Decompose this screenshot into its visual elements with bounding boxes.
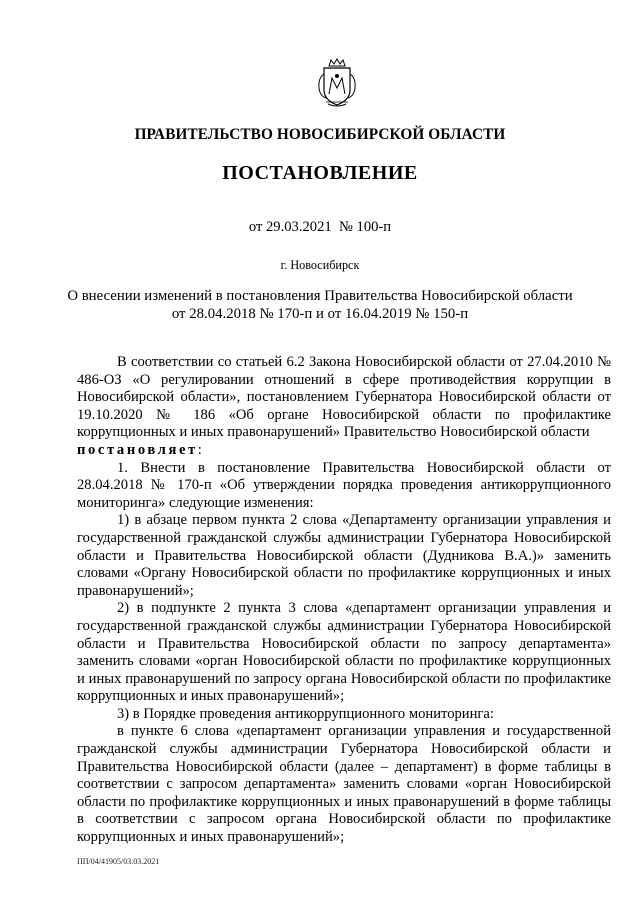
resolves-word: постановляет [77,441,198,458]
document-body [77,354,611,847]
subclause-2-paragraph: 2) в подпункте 2 пункта 3 слова «департамент организации управления и государственной гражданской службы администрации Губернатора Новосибирской области и Правительства Новосибирской области по запросу департамента» заменить словами «орган Новосибирской области по профилактике коррупционных и иных правонарушений по запросу органа Новосибирской области по профилактике коррупционных и иных правонарушений»; [77,600,611,705]
preamble-paragraph: В соответствии со статьей 6.2 Закона Новосибирской области от 27.04.2010 № 486-ОЗ «О регулировании отношений в сфере противодействия коррупции в Новосибирской области», постановлением Губернатора Новосибирской области от 19.10.2020 № 186 «Об органе Новосибирской области по профилактике коррупционных и иных правонарушений» Правительство Новосибирской области [77,354,611,441]
resolves-colon: : [197,441,202,458]
resolves-paragraph [77,442,611,460]
document-type-title: ПОСТАНОВЛЕНИЕ [222,162,418,184]
subclause-1-paragraph: 1) в абзаце первом пункта 2 слова «Департаменту организации управления и государственной гражданской службы администрации Губернатора Новосибирской области и Правительства Новосибирской области (Дудникова В.А.)» заменить словами «Органу Новосибирской области по профилактике коррупционных и иных правонарушений»; [77,512,611,599]
point-6-paragraph: в пункте 6 слова «департамент организации управления и государственной гражданской службы администрации Губернатора Новосибирской области и Правительства Новосибирской области (далее – департамент) в форме таблицы в соответствии с запросом департамента» заменить словами «орган Новосибирской области по профилактике коррупционных и иных правонарушений в форме таблицы в соответствии с запросом органа Новосибирской области по профилактике коррупционных и иных правонарушений»; [77,723,611,846]
subclause-3-paragraph: 3) в Порядке проведения антикоррупционного мониторинга: [117,705,494,722]
document-code-footer: ПП/04/41905/03.03.2021 [77,857,160,866]
clause-1-paragraph: 1. Внести в постановление Правительства Новосибирской области от 28.04.2018 № 170-п «Об утверждении порядка проведения антикоррупционного мониторинга» следующие изменения: [77,459,611,511]
subject-line-2: от 28.04.2018 № 170-п и от 16.04.2019 № 150-п [171,306,469,322]
government-name: ПРАВИТЕЛЬСТВО НОВОСИБИРСКОЙ ОБЛАСТИ [134,126,506,143]
subject-line-1: О внесении изменений в постановления Правительства Новосибирской области [67,288,573,304]
coat-of-arms-icon [316,58,358,110]
document-subject [0,287,640,323]
place-of-issue: г. Новосибирск [280,258,360,272]
date-number-line: от 29.03.2021 № 100-п [248,219,392,235]
